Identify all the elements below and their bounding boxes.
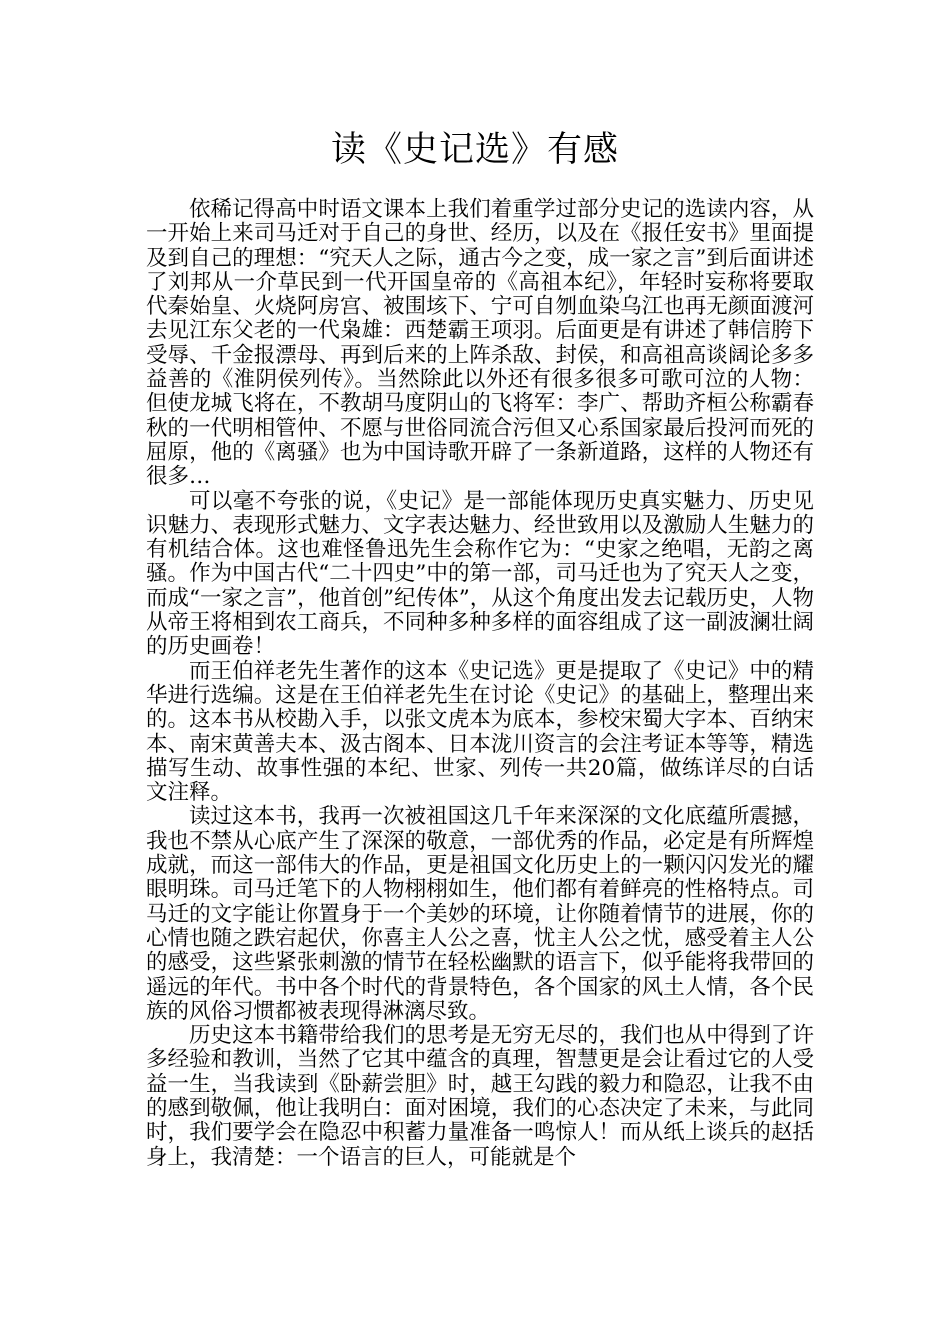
paragraph-1: 依稀记得高中时语文课本上我们着重学过部分史记的选读内容，从一开始上来司马迁对于自己的身世、经历，以及在《报任安书》里面提及到自己的理想：“究天人之际，通古今之变，成一家之言”到后面讲述了刘邦从一介草民到一代开国皇帝的《高祖本纪》，年轻时妄称将要取代秦始皇、火烧阿房宫、被围垓下、宁可自刎血染乌江也再无颜面渡河去见江东父老的一代枭雄：西楚霸王项羽。后面更是有讲述了韩信胯下受辱、千金报漂母、再到后来的上阵杀敌、封侯，和高祖高谈阔论多多益善的《淮阴侯列传》。当然除此以外还有很多很多可歌可泣的人物：但使龙城飞将在，不教胡马度阴山的飞将军：李广、帮助齐桓公称霸春秋的一代明相管仲、不愿与世俗同流合污但又心系国家最后投河而死的屈原，他的《离骚》也为中国诗歌开辟了一条新道路，这样的人物还有很多… — [146, 197, 814, 490]
paragraph-3: 而王伯祥老先生著作的这本《史记选》更是提取了《史记》中的精华进行选编。这是在王伯祥老先生在讨论《史记》的基础上，整理出来的。这本书从校勘入手，以张文虎本为底本，参校宋蜀大字本、百纳宋本、南宋黄善夫本、汲古阁本、日本泷川资言的会注考证本等等，精选描写生动、故事性强的本纪、世家、列传一共20篇，做练详尽的白话文注释。 — [146, 658, 814, 806]
paragraph-5: 历史这本书籍带给我们的思考是无穷无尽的，我们也从中得到了许多经验和教训，当然了它其中蕴含的真理，智慧更是会让看过它的人受益一生，当我读到《卧薪尝胆》时，越王勾践的毅力和隐忍，让我不由的感到敬佩，他让我明白：面对困境，我们的心态决定了未来，与此同时，我们要学会在隐忍中积蓄力量准备一鸣惊人！而从纸上谈兵的赵括身上，我清楚：一个语言的巨人，可能就是个 — [146, 1023, 814, 1170]
paragraph-2: 可以毫不夸张的说，《史记》是一部能体现历史真实魅力、历史见识魅力、表现形式魅力、文字表达魅力、经世致用以及激励人生魅力的有机结合体。这也难怪鲁迅先生会称作它为：“史家之绝唱，无韵之离骚。作为中国古代“二十四史”中的第一部，司马迁也为了究天人之变，而成“一家之言”，他首创”纪传体”，从这个角度出发去记载历史，人物从帝王将相到农工商兵，不同种多种多样的面容组成了这一副波澜壮阔的历史画卷！ — [146, 488, 814, 660]
paragraph-4: 读过这本书，我再一次被祖国这几千年来深深的文化底蕴所震撼，我也不禁从心底产生了深深的敬意，一部优秀的作品，必定是有所辉煌成就，而这一部伟大的作品，更是祖国文化历史上的一颗闪闪发光的耀眼明珠。司马迁笔下的人物栩栩如生，他们都有着鲜亮的性格特点。司马迁的文字能让你置身于一个美妙的环境，让你随着情节的进展，你的心情也随之跌宕起伏，你喜主人公之喜，忧主人公之忧，感受着主人公的感受，这些紧张刺激的情节在轻松幽默的语言下，似乎能将我带回的遥远的年代。书中各个时代的背景特色，各个国家的风土人情，各个民族的风俗习惯都被表现得淋漓尽致。 — [146, 804, 814, 1024]
document-body — [146, 198, 814, 1170]
document-title: 读《史记选》有感 — [330, 130, 619, 170]
